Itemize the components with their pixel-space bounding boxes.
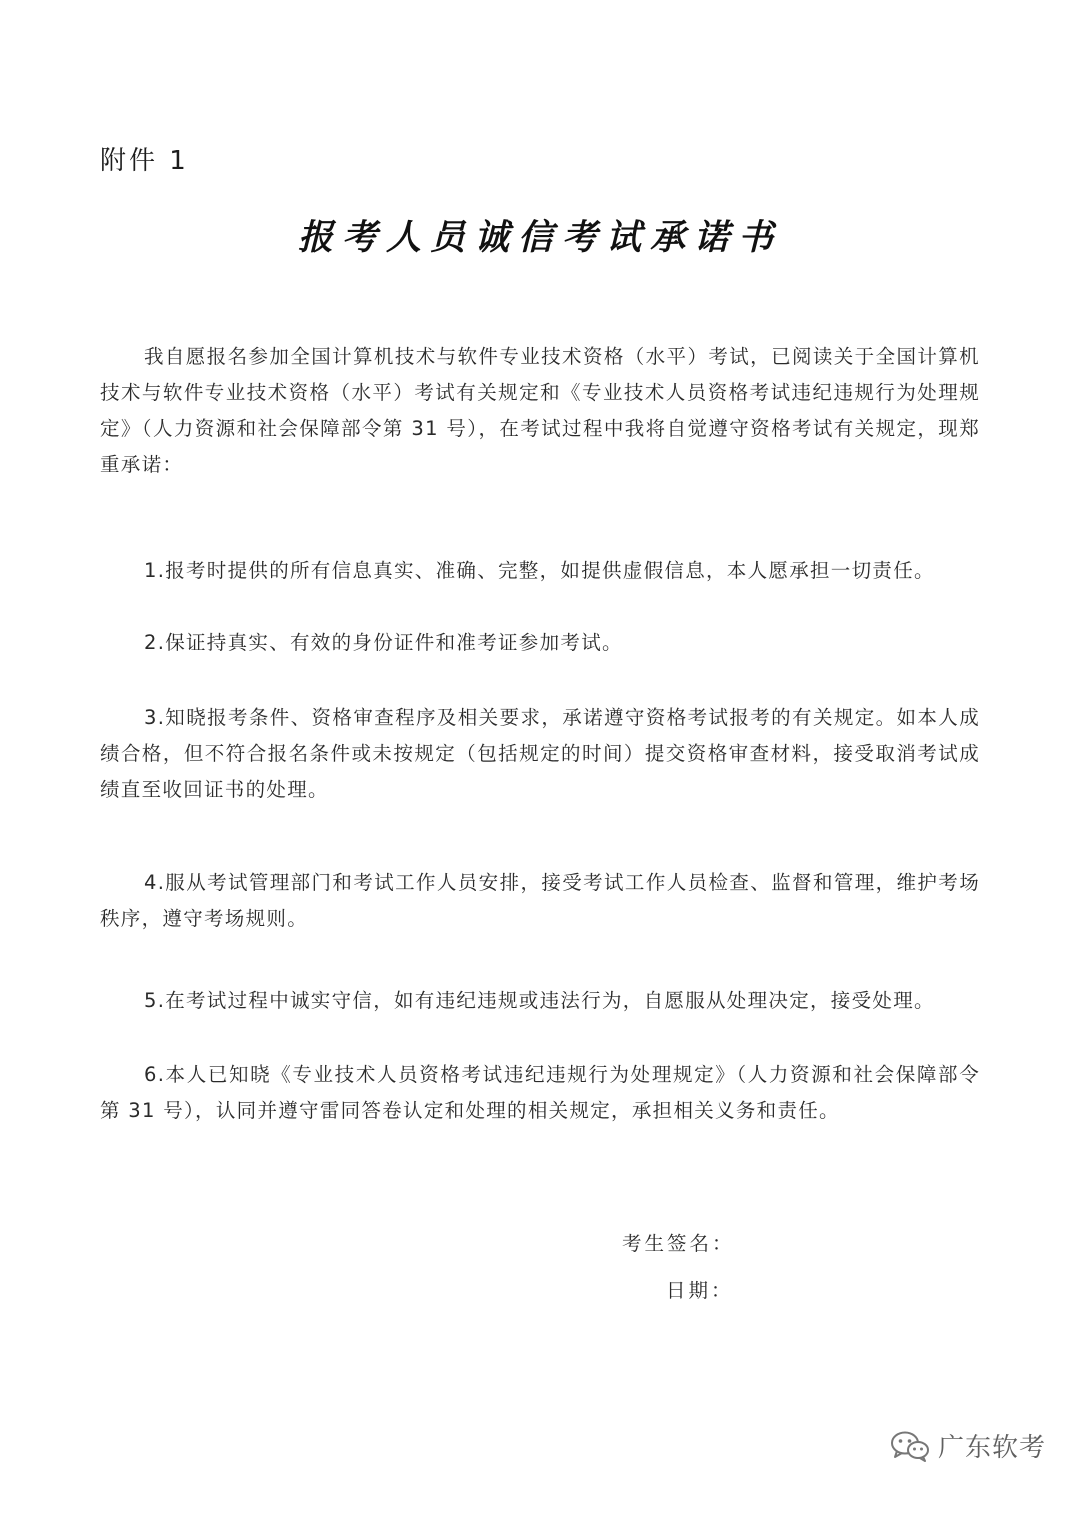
pledge-item-1: 1.报考时提供的所有信息真实、准确、完整，如提供虚假信息，本人愿承担一切责任。 <box>144 559 935 582</box>
date-label: 日期： <box>666 1279 734 1302</box>
pledge-item-4: 4.服从考试管理部门和考试工作人员安排，接受考试工作人员检查、监督和管理，维护考场秩序，遵守考场规则。 <box>100 871 980 930</box>
watermark-text: 广东软考 <box>938 1433 1047 1463</box>
attachment-label: 附件 1 <box>100 146 189 176</box>
pledge-item-3: 3.知晓报考条件、资格审查程序及相关要求，承诺遵守资格考试报考的有关规定。如本人成绩合格，但不符合报名条件或未按规定（包括规定的时间）提交资格审查材料，接受取消考试成绩直至收回证书的处理。 <box>100 706 980 801</box>
watermark <box>890 1427 1046 1464</box>
document-title: 报考人员诚信考试承诺书 <box>297 217 782 258</box>
pledge-item-5: 5.在考试过程中诚实守信，如有违纪违规或违法行为，自愿服从处理决定，接受处理。 <box>144 989 935 1012</box>
wechat-icon <box>890 1430 930 1462</box>
pledge-item-2: 2.保证持真实、有效的身份证件和准考证参加考试。 <box>144 631 623 654</box>
pledge-item-6: 6.本人已知晓《专业技术人员资格考试违纪违规行为处理规定》（人力资源和社会保障部令第 31 号），认同并遵守雷同答卷认定和处理的相关规定，承担相关义务和责任。 <box>100 1063 980 1122</box>
intro-paragraph: 我自愿报名参加全国计算机技术与软件专业技术资格（水平）考试，已阅读关于全国计算机技术与软件专业技术资格（水平）考试有关规定和《专业技术人员资格考试违纪违规行为处理规定》（人力资源和社会保障部令第 31 号），在考试过程中我将自觉遵守资格考试有关规定，现郑重承诺： <box>100 345 980 476</box>
signature-label: 考生签名： <box>622 1232 735 1255</box>
